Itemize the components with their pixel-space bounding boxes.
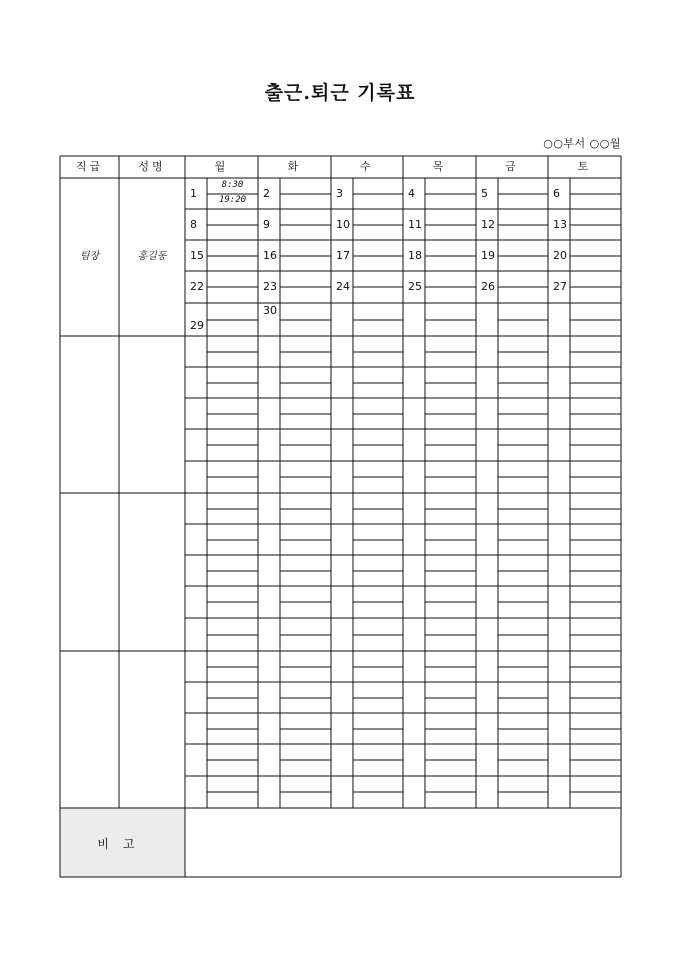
- date-cell: 4: [408, 187, 415, 200]
- date-cell: 15: [190, 249, 204, 262]
- date-cell: 5: [481, 187, 488, 200]
- date-cell: 13: [553, 218, 567, 231]
- date-cell: 6: [553, 187, 560, 200]
- out-time: 19:20: [218, 195, 247, 205]
- date-cell: 11: [408, 218, 422, 231]
- employee-name: 홍길동: [137, 251, 167, 262]
- date-cell: 24: [336, 280, 350, 293]
- header-day-thu: 목: [432, 160, 447, 173]
- remark-label: 비고: [97, 836, 149, 851]
- date-cell: 8: [190, 218, 197, 231]
- date-cell: 30: [263, 304, 277, 317]
- employee-rank: 팀장: [79, 251, 100, 262]
- date-cell: 3: [336, 187, 343, 200]
- date-cell: 2: [263, 187, 270, 200]
- date-cell: 26: [481, 280, 495, 293]
- page-title: 출근.퇴근 기록표: [264, 82, 416, 104]
- department-month-line: ○○부서 ○○월: [543, 137, 621, 150]
- date-cell: 23: [263, 280, 277, 293]
- date-cell: 10: [336, 218, 350, 231]
- date-cell: 9: [263, 218, 270, 231]
- header-day-wed: 수: [360, 160, 374, 173]
- header-day-sat: 토: [577, 160, 592, 173]
- date-cell: 17: [336, 249, 350, 262]
- date-cell: 20: [553, 249, 567, 262]
- date-cell: 18: [408, 249, 422, 262]
- in-time: 8:30: [221, 180, 244, 190]
- header-rank: 직급: [75, 160, 104, 173]
- header-name: 성명: [138, 160, 166, 173]
- date-cell: 19: [481, 249, 495, 262]
- date-cell: 27: [553, 280, 567, 293]
- header-day-mon: 월: [214, 160, 229, 173]
- header-day-tue: 화: [287, 160, 302, 173]
- header-day-fri: 금: [505, 160, 519, 173]
- date-cell: 1: [190, 187, 197, 200]
- date-cell: 12: [481, 218, 495, 231]
- date-cell: 22: [190, 280, 204, 293]
- date-cell: 29: [190, 319, 204, 332]
- date-cell: 16: [263, 249, 277, 262]
- date-cell: 25: [408, 280, 422, 293]
